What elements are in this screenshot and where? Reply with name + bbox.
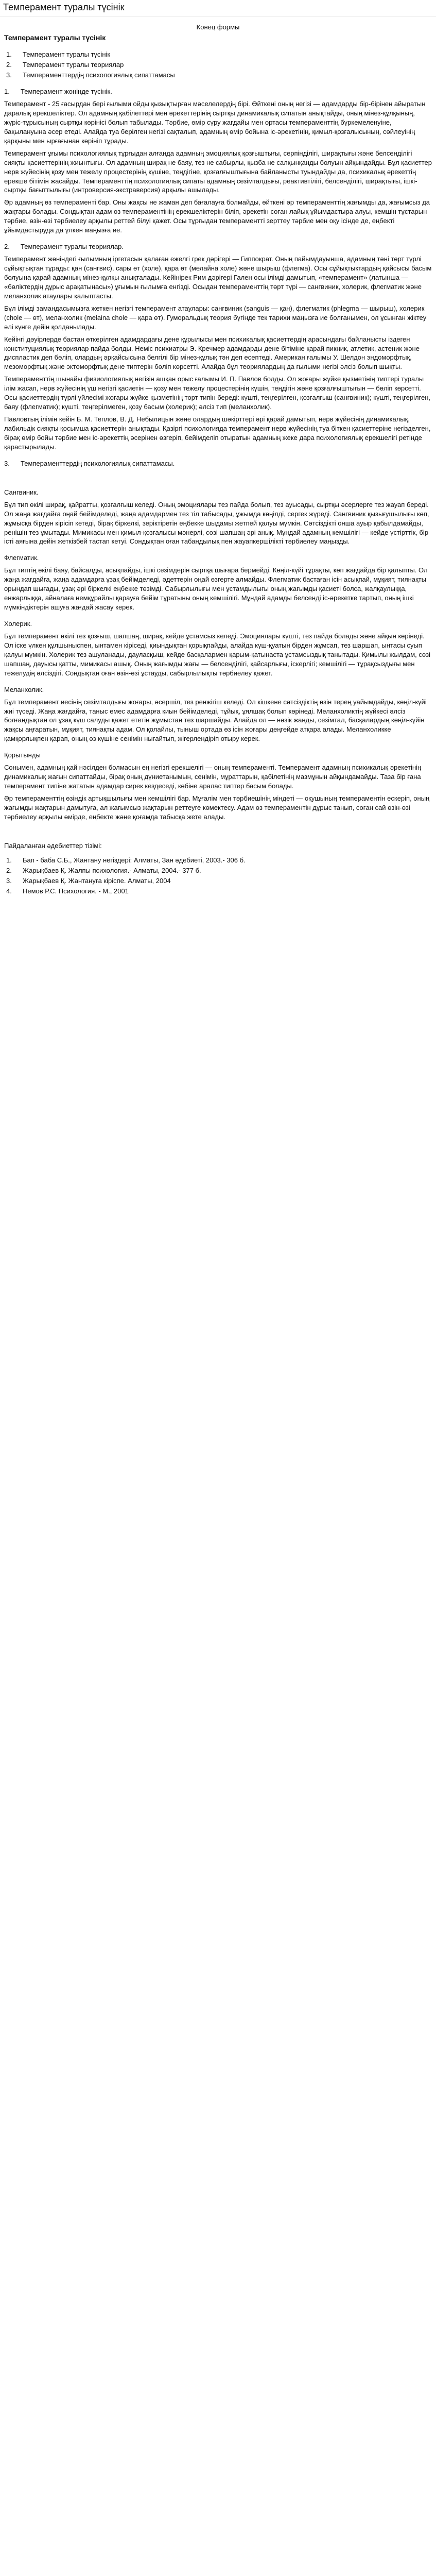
paragraph: Темперамент ұғымы психологиялық тұрғыдан алғанда адамның эмоциялық қозғыштығы, серпінділігі, ширақтығы және белсенділігі сияқты қасиеттерінің жиынтығы. Ол адамның ширақ не баяу, тез не сабырлы, қызба не салқынқанды болуын айқындайды. Бұл қасиеттер нерв жүйесінің қозу мен тежелу процестерінің күшіне, теңдігіне, қозғалғыштығына байланысты туындайды да, психикалық әрекеттің ерекше бітімін жасайды. Темпераменттің психологиялық сипаты адамның сезімталдығы, реактивтілігі, белсенділігі, ширақтығы, ішкі-сыртқы бағыттылығы (интроверсия-экстраверсия) арқылы ашылады. — [4, 149, 432, 194]
paragraph: Темпераменттің шынайы физиологиялық негізін ашқан орыс ғалымы И. П. Павлов болды. Ол жоғары жүйке қызметінің типтері туралы ілім жасап, нерв жүйесінің үш негізгі қасиетін — қозу мен тежелу процестерінің күшін, теңдігін және қозғалғыштығын — бөліп көрсетті. Осы қасиеттердің түрлі үйлесімі жоғары жүйке қызметінің төрт типін береді: күшті, теңгерілген, қозғалғыш (сангвиник); күшті, теңгерілген, баяу (флегматик); күшті, теңгерілмеген, қозу басым (холерик); әлсіз тип (меланхолик). — [4, 375, 431, 411]
document-body — [0, 16, 436, 916]
toc-item: 3. Темпераменттердің психологиялық сипаттамасы — [6, 71, 175, 79]
reference-item: 4. Немов Р.С. Психология. - М., 2001 — [6, 887, 129, 895]
type-heading-melancholic: Меланхолик. — [4, 685, 44, 693]
paragraph: Бұл темперамент иесінің сезімталдығы жоғары, әсершіл, тез ренжігіш келеді. Ол кішкене сәтсіздіктің өзін терең уайымдайды, көңіл-күйі жиі түседі. Жаңа жағдайға, таныс емес адамдарға қиын бейімделеді, тұйық, ұялшақ болып көрінеді. Меланхоликтің жүйкесі әлсіз болғандықтан ол ұзақ күш салуды қажет ететін жұмыстан тез шаршайды. Алайда ол — нәзік жанды, сезімтал, басқалардың көңіл-күйін жақсы аңғаратын, мұқият, тиянақты адам. Ол қолайлы, тыныш ортада өз ісін жоғары деңгейде атқара алады. Меланхоликке қамқорлықпен қарап, оның өз күшіне сенімін нығайтып, жігерлендіріп отыру керек. — [4, 698, 427, 743]
document-title: Темперамент туралы түсінік — [4, 33, 106, 42]
paragraph: Бұл типтің өкілі баяу, байсалды, асықпайды, ішкі сезімдерін сыртқа шығара бермейді. Көңіл-күйі тұрақты, көп жағдайда бір қалыпты. Ол жаңа жағдайға, жаңа адамдарға ұзақ бейімделеді, әдеттерін оңай өзгерте алмайды. Флегматик бастаған ісін асықпай, мұқият, тиянақты орындап шығады, ұзақ әрі біркелкі еңбекке төзімді. Сабырлылығы мен ұстамдылығы оның жағымды қасиеті болса, жалқаулыққа, енжарлыққа, айналаға немқұрайлы қарауға бейім тұратыны оның кемшілігі. Мұндай адамды белсенді іс-әрекетке тартып, оның ішкі мүмкіндіктерін ашуға жағдай жасау керек. — [4, 566, 428, 612]
type-heading-phlegmatic: Флегматик. — [4, 554, 39, 562]
paragraph: Бұл ілімді замандасымызға жеткен негізгі темперамент атаулары: сангвиник (sanguis — қан), флегматик (phlegma — шырыш), холерик (chole — өт), меланхолик (melaina chole — қара өт). Гуморальдық теория бүгінде тек тарихи маңызға ие болғанымен, ол ұсынған жіктеу әлі күнге дейін қолданылады. — [4, 304, 427, 331]
form-end-label: Конец формы — [196, 23, 240, 31]
paragraph: Павловтың ілімін кейін Б. М. Теплов, В. Д. Небылицын және олардың шәкірттері әрі қарай дамытып, нерв жүйесінің динамикалық, лабильдік сияқты қосымша қасиеттерін анықтады. Қазіргі психологияда темперамент нерв жүйесінің туа біткен қасиеттеріне негізделген, бірақ өмір бойы тәрбие мен іс-әрекеттің әсерінен өзгеріп, бейімделіп отыратын адамның жеке дара психологиялық ерекшелігі ретінде қарастырылады. — [4, 415, 431, 451]
table-of-contents — [4, 50, 432, 80]
page-title: Темперамент туралы түсінік — [0, 0, 436, 16]
paragraph: Бұл темперамент өкілі тез қозғыш, шапшаң, ширақ, кейде ұстамсыз келеді. Эмоциялары күшті, тез пайда болады және айқын көрінеді. Ол іске үлкен құлшыныспен, ынтамен кіріседі, қиындықтан қорықпайды, алайда күш-қуатын бірден жұмсап, тез шаршап, ынтасы суып қалуы мүмкін. Холерик тез ашуланады, дауласқыш, кейде басқалармен қарым-қатынаста ұстамсыздық танытады. Қимылы жылдам, сөзі шапшаң, дауысы қатты, мимикасы ашық. Оның жағымды жағы — белсенділігі, қайсарлығы, іскерлігі; кемшілігі — тұрақсыздығы мен тежелудің әлсіздігі. Сондықтан оған өзін-өзі ұстауды, сабырлылықты тәрбиелеу қажет. — [4, 632, 430, 677]
type-heading-choleric: Холерик. — [4, 620, 32, 628]
paragraph: Әр адамның өз темпераменті бар. Оны жақсы не жаман деп бағалауға болмайды, өйткені әр темпераменттің жағымды да, жағымсыз да жақтары болады. Сондықтан адам өз темпераментінің ерекшеліктерін біліп, әрекетін соған лайық ұйымдастыра алуы, кемшін тұстарын тәрбие, өзін-өзі тәрбиелеу арқылы реттей білуі қажет. Осы тұрғыдан темпераментті зерттеу тәрбие мен оқу ісінде де, еңбекті ұйымдастыруда да үлкен маңызға ие. — [4, 198, 430, 234]
section-heading: 3. Темпераменттердің психологиялық сипаттамасы. — [4, 459, 175, 467]
toc-item: 1. Темперамент туралы түсінік — [6, 50, 111, 59]
paragraph: Темперамент - 25 ғасырдан бері ғылыми ойды қызықтырған мәселелердің бірі. Өйткені оның негізі — адамдарды бір-бірінен айыратын даралық ерекшеліктер. Ол адамның қабілеттері мен әрекеттерінің сыртқы динамикалық сипатын анықтайды, оның мінез-құлқының, жүріс-тұрысының сыртқы көрінісі болып табылады. Тәрбие, өмір сүру жағдайы мен ортасы темпераменттің бүркемеленуіне, бақылануына әсер етеді. Алайда туа берілген негізі сақталып, адамның өмір бойына іс-әрекетінің, қимыл-қозғалысының, сөйлеуінің қарқыны мен ырғағынан көрініп тұрады. — [4, 100, 426, 145]
paragraph: Бұл тип өкілі ширақ, қайратты, қозғалғыш келеді. Оның эмоциялары тез пайда болып, тез ауысады, сыртқы әсерлерге тез жауап береді. Ол жаңа жағдайға оңай бейімделеді, жаңа адамдармен тез тіл табысады, ұжымда көңілді, сергек жүреді. Сангвиник қызығушылығы көп, жұмысқа бірден кірісіп кетеді, бірақ біркелкі, зеріктіретін еңбекке шыдамы жетпей қалуы мүмкін. Сәтсіздікті онша ауыр қабылдамайды, ренішін тез ұмытады. Мимикасы мен қимыл-қозғалысы мәнерлі, сөзі шапшаң әрі анық. Мұндай адамның кемшілігі — кейде үстірттік, бір істі аяғына дейін жеткізбей тастап кетуі. Сондықтан оған табандылық пен жауапкершілікті тәрбиелеу маңызды. — [4, 500, 429, 546]
references-heading: Пайдаланған әдебиеттер тізімі: — [4, 841, 102, 850]
type-heading-sanguine: Сангвиник. — [4, 488, 39, 496]
reference-item: 2. Жарықбаев Қ. Жалпы психология.- Алматы, 2004.- 377 б. — [6, 866, 201, 874]
reference-item: 3. Жарықбаев Қ. Жантануға кіріспе. Алматы, 2004 — [6, 876, 171, 885]
paragraph: Әр темпераменттің өзіндік артықшылығы мен кемшілігі бар. Мұғалім мен тәрбиешінің міндеті — оқушының темпераментін ескеріп, оның жағымды жақтарын дамытуға, ал жағымсыз жақтарын реттеуге көмектесу. Адам өз темпераментін дұрыс танып, соған сай өзін-өзі тәрбиелеу арқылы өмірде, еңбекте және қоғамда табысқа жете алады. — [4, 794, 430, 821]
conclusion-heading: Қорытынды — [4, 751, 41, 759]
section-heading: 2. Темперамент туралы теориялар. — [4, 243, 124, 251]
paragraph: Сонымен, адамның қай нәсілден болмасын ең негізгі ерекшелігі — оның темпераменті. Темперамент адамның психикалық әрекетінің динамикалық жағын сипаттайды, бірақ оның дүниетанымын, сенімін, мұраттарын, қабілетінің мазмұнын айқындамайды. Таза бір ғана темперамент типіне жататын адамдар сирек кездеседі, көбіне аралас типтер басым болады. — [4, 764, 422, 790]
section-heading: 1. Темперамент жөнінде түсінік. — [4, 88, 112, 96]
paragraph: Темперамент жөніндегі ғылымның іргетасын қалаған ежелгі грек дәрігері — Гиппократ. Оның пайымдауынша, адамның тәні төрт түрлі сұйықтықтан тұрады: қан (сангвис), сары өт (холе), қара өт (мелайна холе) және шырыш (флегма). Осы сұйықтықтардың қайсысы басым болуына қарай адамның мінез-құлқы анықталады. Кейінірек Рим дәрігері Гален осы ілімді дамытып, «темперамент» (латынша — «бөліктердің дұрыс арақатынасы») ұғымын ғылымға енгізді. Осыдан темпераменттің төрт түрі — сангвиник, холерик, флегматик және меланхолик атаулары қалыптасты. — [4, 255, 432, 300]
paragraph: Кейінгі дәуірлерде бастан өткерілген адамдардағы дене құрылысы мен психикалық қасиеттердің арасындағы байланысты іздеген конституциялық теориялар пайда болды. Неміс психиатры Э. Кречмер адамдарды дене бітіміне қарай пикник, атлетик, астеник және диспластик деп бөліп, олардың әрқайсысына белгілі бір мінез-құлық тән деп есептеді. Американ ғалымы У. Шелдон эндоморфтық, мезоморфтық және эктоморфтық дене типтерін бөліп көрсетті. Алайда бұл теориялардың да ғылыми негізі әлсіз болып шықты. — [4, 335, 420, 371]
toc-item: 2. Темперамент туралы теориялар — [6, 61, 124, 69]
reference-item: 1. Бап - баба С.Б., Жантану негіздері: Алматы, Зан әдебиеті, 2003.- 306 б. — [6, 856, 246, 864]
references-list — [4, 856, 432, 896]
